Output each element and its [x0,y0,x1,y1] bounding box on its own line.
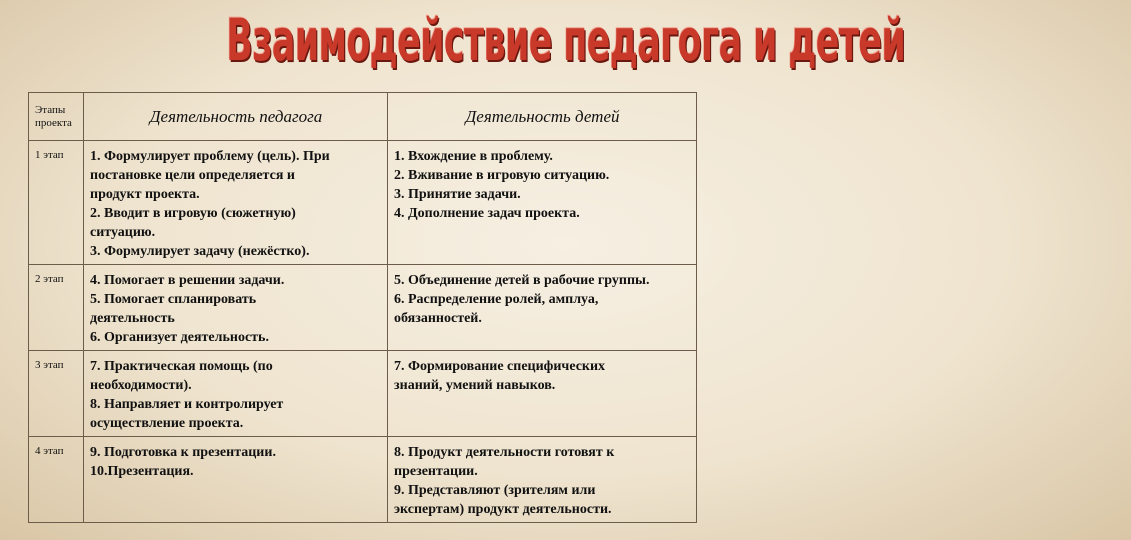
table-row [29,437,697,523]
children-cell [388,351,697,437]
stage-cell: 1 этап [29,141,84,265]
stage-cell: 2 этап [29,265,84,351]
header-stages: Этапы проекта [29,93,84,141]
teacher-cell [84,265,388,351]
interaction-table [28,92,697,523]
children-cell [388,141,697,265]
table-row [29,141,697,265]
header-teacher-activity: Деятельность педагога [84,93,388,141]
children-text: 8. Продукт деятельности готовят к презентации. 9. Представляют (зрителям или экспертам) продукт деятельности. [394,445,615,517]
teacher-cell [84,351,388,437]
table-row [29,351,697,437]
table-row [29,265,697,351]
teacher-text: 1. Формулирует проблему (цель). При постановке цели определяется и продукт проекта. 2. Вводит в игровую (сюжетную) ситуацию. 3. Формулирует задачу (нежёстко). [90,149,330,259]
children-cell [388,437,697,523]
table-header-row [29,93,697,141]
teacher-text: 9. Подготовка к презентации. 10.Презентация. [90,445,276,479]
teacher-text: 7. Практическая помощь (по необходимости). 8. Направляет и контролирует осуществление проекта. [90,359,284,431]
stage-cell: 3 этап [29,351,84,437]
teacher-cell [84,437,388,523]
children-text: 7. Формирование специфических знаний, умений навыков. [394,359,606,393]
header-children-activity: Деятельность детей [388,93,697,141]
children-text: 5. Объединение детей в рабочие группы. 6. Распределение ролей, амплуа, обязанностей. [394,273,650,326]
stage-cell: 4 этап [29,437,84,523]
slide-title-text: Взаимодействие педагога и детей [226,6,906,74]
children-text: 1. Вхождение в проблему. 2. Вживание в игровую ситуацию. 3. Принятие задачи. 4. Дополнение задач проекта. [394,149,610,221]
teacher-cell [84,141,388,265]
slide-title [0,0,906,84]
teacher-text: 4. Помогает в решении задачи. 5. Помогает спланировать деятельность 6. Организует деятельность. [90,273,285,345]
children-cell [388,265,697,351]
